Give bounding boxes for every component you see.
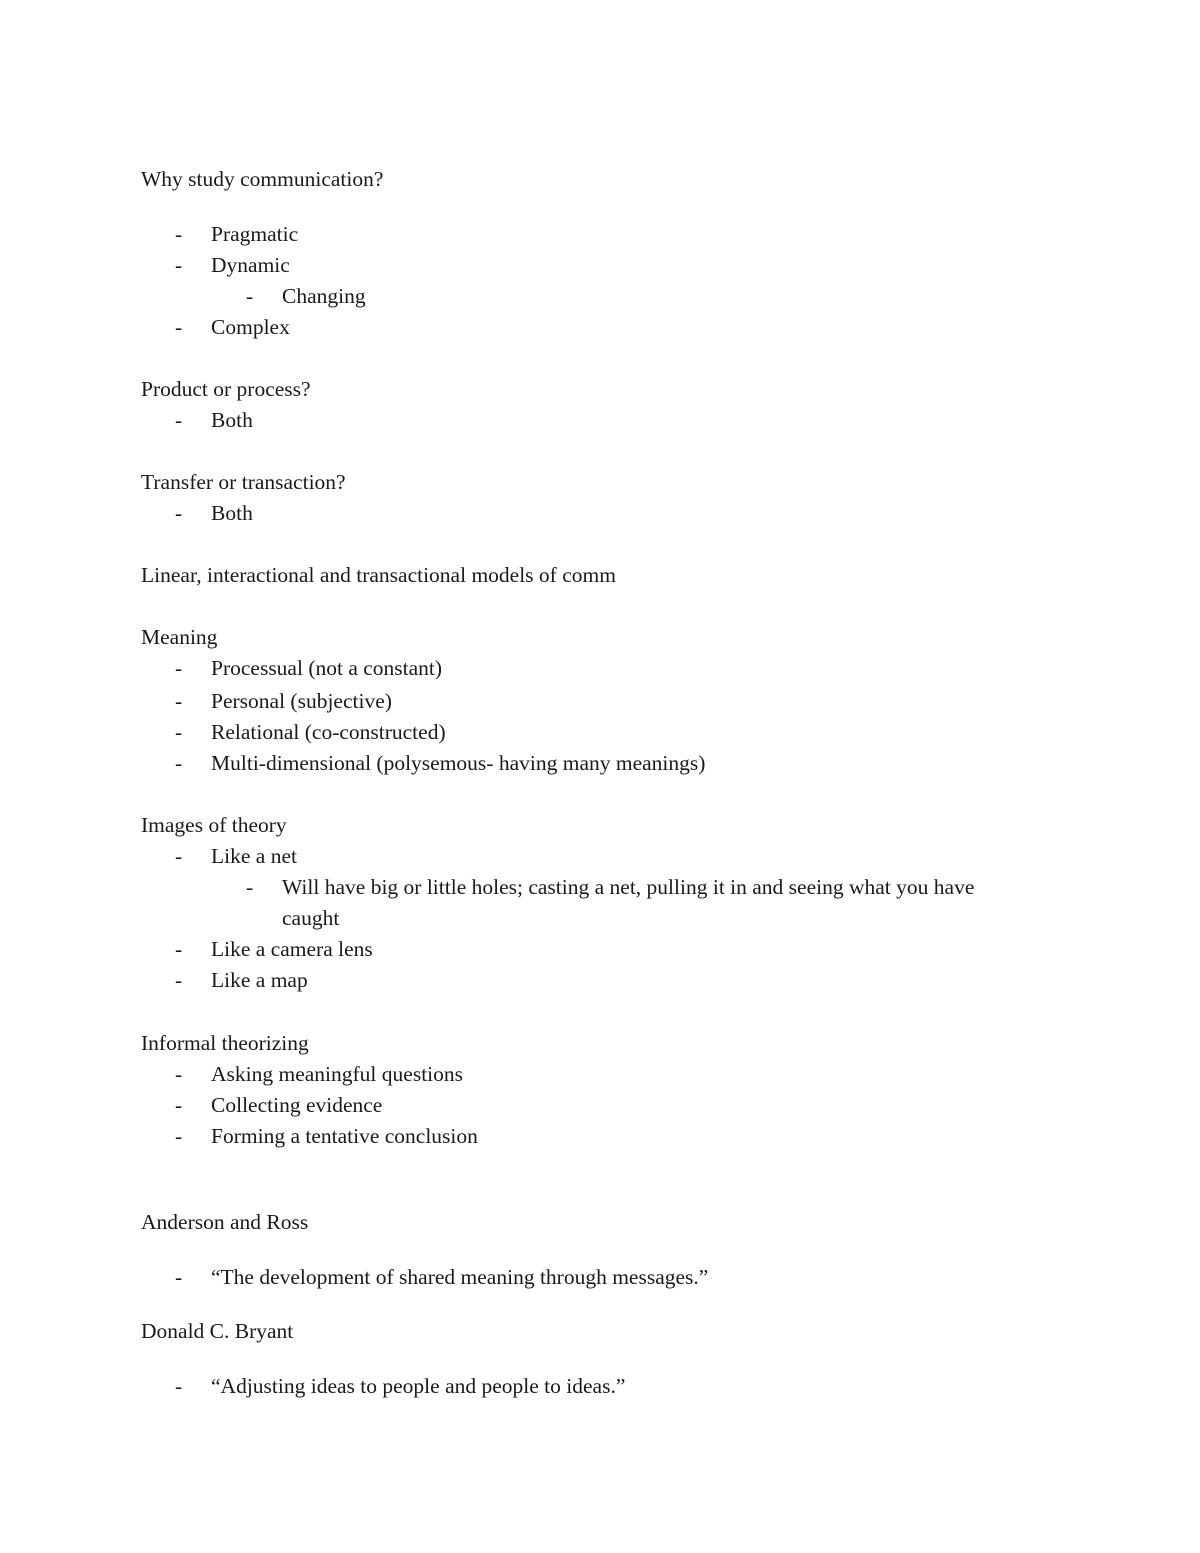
list-item: Relational (co-constructed) (211, 720, 446, 744)
sub-bullet-dash: - (246, 875, 254, 899)
sub-list-item: Will have big or little holes; casting a net, pulling it in and seeing what you have (282, 875, 975, 899)
bullet-dash: - (175, 751, 183, 775)
bullet-dash: - (175, 253, 183, 277)
quote-item: “The development of shared meaning through messages.” (211, 1265, 709, 1289)
heading-meaning: Meaning (141, 625, 218, 649)
bullet-dash: - (175, 720, 183, 744)
bullet-dash: - (175, 1062, 183, 1086)
list-item: Both (211, 501, 253, 525)
bullet-dash: - (175, 222, 183, 246)
list-item: Forming a tentative conclusion (211, 1124, 478, 1148)
bullet-dash: - (175, 844, 183, 868)
bullet-dash: - (175, 689, 183, 713)
bullet-dash: - (175, 937, 183, 961)
bullet-dash: - (175, 315, 183, 339)
list-item: Both (211, 408, 253, 432)
heading-images-of-theory: Images of theory (141, 813, 287, 837)
bullet-dash: - (175, 1265, 183, 1289)
quote-item: “Adjusting ideas to people and people to ideas.” (211, 1374, 626, 1398)
list-item: Asking meaningful questions (211, 1062, 464, 1086)
sub-list-item: Changing (282, 284, 366, 308)
sub-list-item-continuation: caught (282, 906, 340, 930)
heading-product-or-process: Product or process? (141, 377, 311, 401)
list-item: Like a net (211, 844, 297, 868)
bullet-dash: - (175, 408, 183, 432)
bullet-dash: - (175, 501, 183, 525)
list-item: Complex (211, 315, 290, 339)
list-item: Dynamic (211, 253, 290, 277)
list-item: Multi-dimensional (polysemous- having many meanings) (211, 751, 706, 775)
list-item: Like a camera lens (211, 937, 373, 961)
bullet-dash: - (175, 656, 183, 680)
list-item: Like a map (211, 968, 308, 992)
heading-why-study: Why study communication? (141, 167, 384, 191)
list-item: Pragmatic (211, 222, 299, 246)
bullet-dash: - (175, 968, 183, 992)
list-item: Personal (subjective) (211, 689, 392, 713)
heading-models-of-comm: Linear, interactional and transactional models of comm (141, 563, 616, 587)
sub-bullet-dash: - (246, 284, 254, 308)
list-item: Collecting evidence (211, 1093, 383, 1117)
heading-donald-c-bryant: Donald C. Bryant (141, 1319, 294, 1343)
bullet-dash: - (175, 1093, 183, 1117)
heading-informal-theorizing: Informal theorizing (141, 1031, 309, 1055)
bullet-dash: - (175, 1124, 183, 1148)
heading-transfer-or-transaction: Transfer or transaction? (141, 470, 346, 494)
heading-anderson-and-ross: Anderson and Ross (141, 1210, 309, 1234)
bullet-dash: - (175, 1374, 183, 1398)
list-item: Processual (not a constant) (211, 656, 443, 680)
